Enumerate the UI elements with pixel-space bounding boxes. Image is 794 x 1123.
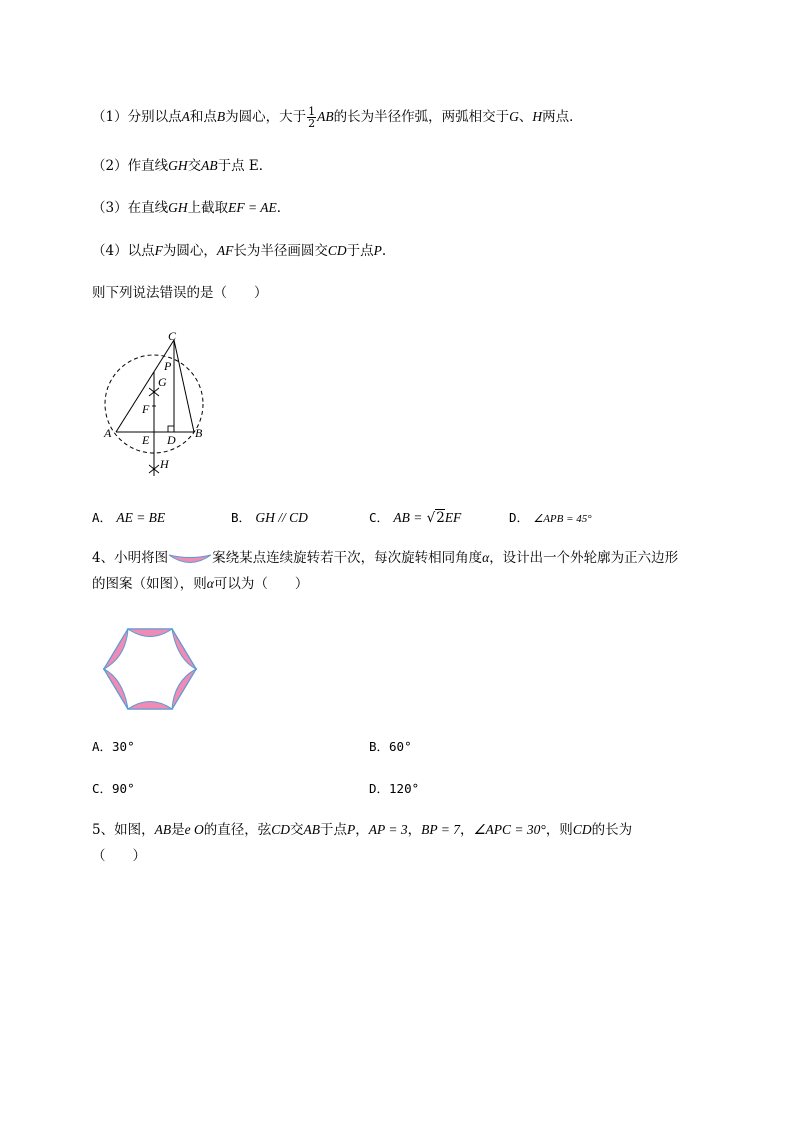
question-5-text: ， [407, 822, 422, 838]
line-gh-label: GH [168, 158, 188, 173]
equation-bp: BP = 7 [421, 822, 460, 837]
hexagon-outline [104, 629, 196, 709]
option-b-label: B． [231, 510, 252, 525]
option-c-label: C． [369, 510, 390, 525]
step-3-text: 上截取 [187, 200, 229, 216]
question-5-text: 的长为 [591, 822, 633, 838]
step-1-text: 的长为半径作弧，两弧相交于 [333, 109, 510, 125]
question-5-text: 于点 [319, 822, 347, 838]
fraction-numerator: 1 [308, 105, 316, 118]
question-5-text: ，则 [545, 822, 573, 838]
question-5-text: ， [355, 822, 369, 838]
option-a-label: A． [92, 510, 113, 525]
fraction-denominator: 2 [308, 117, 316, 130]
point-p-label: P [373, 243, 382, 258]
option-d-label: D． [509, 510, 530, 525]
question-5-line-1 [92, 820, 632, 840]
segment-ab-label: AB [154, 822, 172, 837]
option-c-pre: AB = [393, 510, 423, 525]
label-g: G [158, 375, 167, 389]
line-gh-label: GH [168, 200, 188, 215]
option-d[interactable] [509, 508, 592, 529]
q4-option-b-value: 60° [389, 739, 412, 754]
question-4-text: 的图案（如图），则 [92, 576, 207, 592]
q4-option-d-value: 120° [389, 781, 420, 796]
question-5-text: 5、如图， [92, 822, 155, 838]
alpha-symbol: α [482, 550, 490, 565]
q4-option-a-value: 30° [112, 739, 135, 754]
question-5-text: 的直径，弦 [203, 822, 272, 838]
option-a[interactable] [92, 508, 165, 528]
q4-option-d[interactable] [369, 779, 419, 799]
question-4-text: 可以为（ ） [213, 576, 309, 592]
step-2-text: 交 [187, 158, 202, 174]
question-4-prefix: 4、小明将图 [92, 550, 169, 566]
segment-af-label: AF [216, 243, 234, 258]
question-4-text: 案绕某点连续旋转若干次，每次旋转相同角度 [212, 550, 483, 566]
step-1 [92, 106, 583, 129]
point-b-label: B [216, 109, 226, 124]
step-4-text: 为圆心， [162, 243, 217, 259]
circle-o-label: e O [184, 822, 204, 837]
option-a-text: AE = BE [116, 510, 166, 525]
segment-bc [174, 340, 194, 432]
step-1-text: （1）分别以点 [92, 109, 182, 125]
option-c[interactable] [369, 508, 461, 528]
step-1-text: 、 [518, 109, 533, 125]
option-b[interactable] [231, 508, 308, 528]
point-f-label: F [154, 243, 163, 258]
equation-ef-ae: EF = AE [228, 200, 277, 215]
segment-ab-label: AB [201, 158, 218, 173]
point-p-label: P [346, 822, 356, 837]
point-a-label: A [181, 109, 190, 124]
label-p: P [164, 359, 172, 373]
segment-ab-label: AB [303, 822, 320, 837]
question-3-stem: 则下列说法错误的是（ ） [92, 285, 268, 301]
q4-option-a-label: A． [92, 739, 113, 754]
right-angle-mark [168, 426, 174, 432]
step-4-text: 长为半径画圆交 [233, 243, 328, 259]
label-h: H [160, 457, 169, 471]
q4-option-c[interactable] [92, 779, 135, 799]
q4-option-b[interactable] [369, 737, 412, 757]
label-b: B [195, 426, 203, 440]
step-2-text: 于点 E． [217, 158, 273, 174]
hexagon-pattern-figure [100, 626, 200, 712]
point-h-label: H [532, 109, 543, 124]
step-4-text: . [381, 243, 387, 259]
q4-option-b-label: B． [369, 739, 390, 754]
equation-angle-apc: ∠APC = 30° [473, 822, 546, 837]
step-4-text: 于点 [346, 243, 374, 259]
label-c: C [168, 329, 177, 343]
label-e: E [142, 433, 150, 447]
alpha-symbol: α [206, 576, 214, 591]
step-3-text: （3）在直线 [92, 200, 169, 216]
option-c-post: EF [444, 510, 462, 525]
sqrt-radicand: 2 [436, 510, 445, 526]
segment-cd-label: CD [327, 243, 347, 258]
question-5-text: 是 [171, 822, 185, 838]
equation-ap: AP = 3 [368, 822, 408, 837]
question-5-text: ， [459, 822, 474, 838]
q4-option-a[interactable] [92, 737, 135, 757]
option-d-text: ∠APB = 45° [533, 513, 592, 525]
question-5-answer-paren: （ ） [92, 848, 146, 864]
crescent-shape [169, 555, 211, 563]
segment-ab-label: AB [317, 109, 334, 124]
option-b-text: GH // CD [255, 510, 308, 525]
crescent-pattern-icon [168, 552, 212, 566]
step-2-text: （2）作直线 [92, 158, 169, 174]
point-g-label: G [509, 109, 519, 124]
step-1-text: 和点 [189, 109, 217, 125]
label-f: F [142, 402, 150, 416]
step-3 [92, 198, 290, 218]
triangle-construction-figure [96, 326, 216, 486]
step-2 [92, 156, 272, 176]
step-4 [92, 241, 386, 261]
segment-cd-label: CD [572, 822, 592, 837]
step-1-text: 为圆心，大于 [225, 109, 307, 125]
sqrt-sign: √ [426, 510, 436, 526]
step-1-text: 两点． [542, 109, 583, 125]
q4-option-c-value: 90° [112, 781, 135, 796]
question-5-text: 交 [289, 822, 304, 838]
segment-cd-label: CD [271, 822, 290, 837]
question-4-text: ，设计出一个外轮廓为正六边形 [489, 550, 679, 566]
label-a: A [104, 426, 112, 440]
question-4-line-2 [92, 574, 308, 594]
fraction-one-half [307, 106, 316, 129]
step-4-text: （4）以点 [92, 243, 155, 259]
q4-option-c-label: C． [92, 781, 113, 796]
question-4-line-1 [92, 548, 678, 568]
step-3-text: ． [276, 200, 291, 216]
q4-option-d-label: D． [369, 781, 390, 796]
label-d: D [167, 433, 176, 447]
